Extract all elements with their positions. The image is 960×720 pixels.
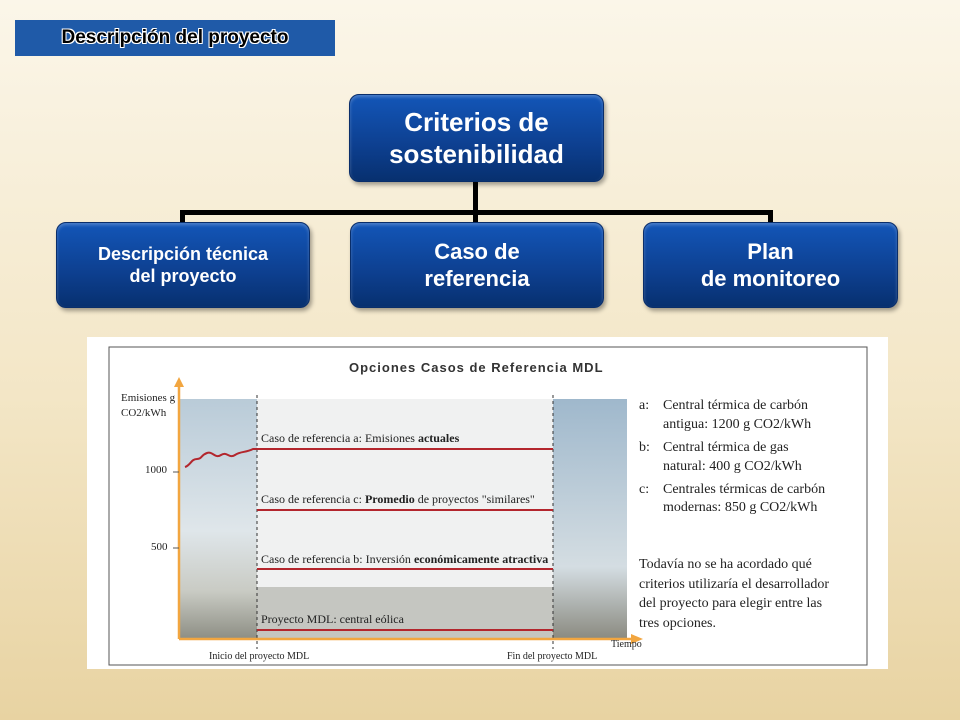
case-a-label	[261, 431, 459, 446]
y-axis-label	[121, 391, 175, 421]
legend-b-line2: natural: 400 g CO2/kWh	[663, 458, 802, 474]
x-axis-label: Tiempo	[611, 639, 642, 650]
node-plan-monitoreo	[643, 222, 898, 308]
node-b-line2: referencia	[424, 266, 530, 291]
y-tick-label-500: 500	[151, 541, 168, 553]
legend	[639, 397, 879, 518]
case-a-bold: actuales	[417, 431, 460, 445]
reference-case-figure	[87, 337, 888, 669]
case-b-label	[261, 552, 548, 567]
note-line1: Todavía no se ha acordado qué	[639, 557, 812, 572]
case-b-prefix: Caso de referencia b: Inversión	[261, 552, 414, 566]
node-b-line1: Caso de	[434, 238, 520, 264]
legend-c-key: c:	[639, 481, 650, 497]
legend-a-key: a:	[639, 398, 650, 413]
note-line3: del proyecto para elegir entre las	[639, 596, 823, 612]
case-c-label	[261, 492, 535, 507]
legend-b-line1: Central térmica de gas	[663, 439, 789, 455]
legend-item-b	[639, 439, 879, 477]
case-c-prefix: Caso de referencia c:	[261, 492, 365, 506]
node-c-line1: Plan	[747, 238, 794, 264]
node-descripcion-tecnica	[56, 222, 310, 308]
y-label-line2: CO2/kWh	[121, 406, 167, 419]
photo-left	[179, 399, 257, 639]
legend-c-line2: modernas: 850 g CO2/kWh	[663, 500, 818, 516]
legend-a-line1: Central térmica de carbón	[663, 398, 808, 413]
y-tick-label-1000: 1000	[145, 464, 167, 476]
figure-title: Opciones Casos de Referencia MDL	[349, 360, 604, 375]
figure-note	[639, 555, 879, 633]
section-title-bar	[15, 20, 335, 56]
node-root-line1: Criterios de	[404, 106, 549, 137]
x-marker-end-label: Fin del proyecto MDL	[507, 651, 598, 662]
note-line2: criterios utilizaría el desarrollador	[639, 576, 830, 592]
case-a-prefix: Caso de referencia a: Emisiones	[261, 431, 418, 445]
project-label: Proyecto MDL: central eólica	[261, 612, 404, 626]
note-line4: tres opciones.	[639, 615, 716, 631]
legend-a-line2: antigua: 1200 g CO2/kWh	[663, 416, 812, 432]
y-label-line1: Emisiones g	[121, 392, 176, 404]
node-root-line2: sostenibilidad	[389, 139, 564, 169]
y-axis-arrow	[174, 377, 184, 387]
case-c-bold: Promedio	[364, 492, 415, 506]
legend-b-key: b:	[639, 439, 650, 455]
x-marker-start-label: Inicio del proyecto MDL	[209, 651, 310, 662]
legend-c-line1: Centrales térmicas de carbón	[663, 481, 826, 497]
node-caso-referencia	[350, 222, 604, 308]
photo-right	[553, 399, 627, 639]
legend-item-a	[639, 397, 879, 435]
section-title: Descripción del proyecto	[61, 27, 289, 48]
node-a-line1: Descripción técnica	[97, 243, 269, 264]
node-criterios-sostenibilidad	[349, 94, 604, 182]
node-a-line2: del proyecto	[129, 266, 237, 286]
connector-root-down	[473, 180, 478, 212]
case-c-suffix: de proyectos "similares"	[414, 492, 535, 506]
case-b-bold: económicamente atractiva	[413, 552, 549, 566]
legend-item-c	[639, 481, 879, 519]
node-c-line2: de monitoreo	[700, 266, 841, 291]
